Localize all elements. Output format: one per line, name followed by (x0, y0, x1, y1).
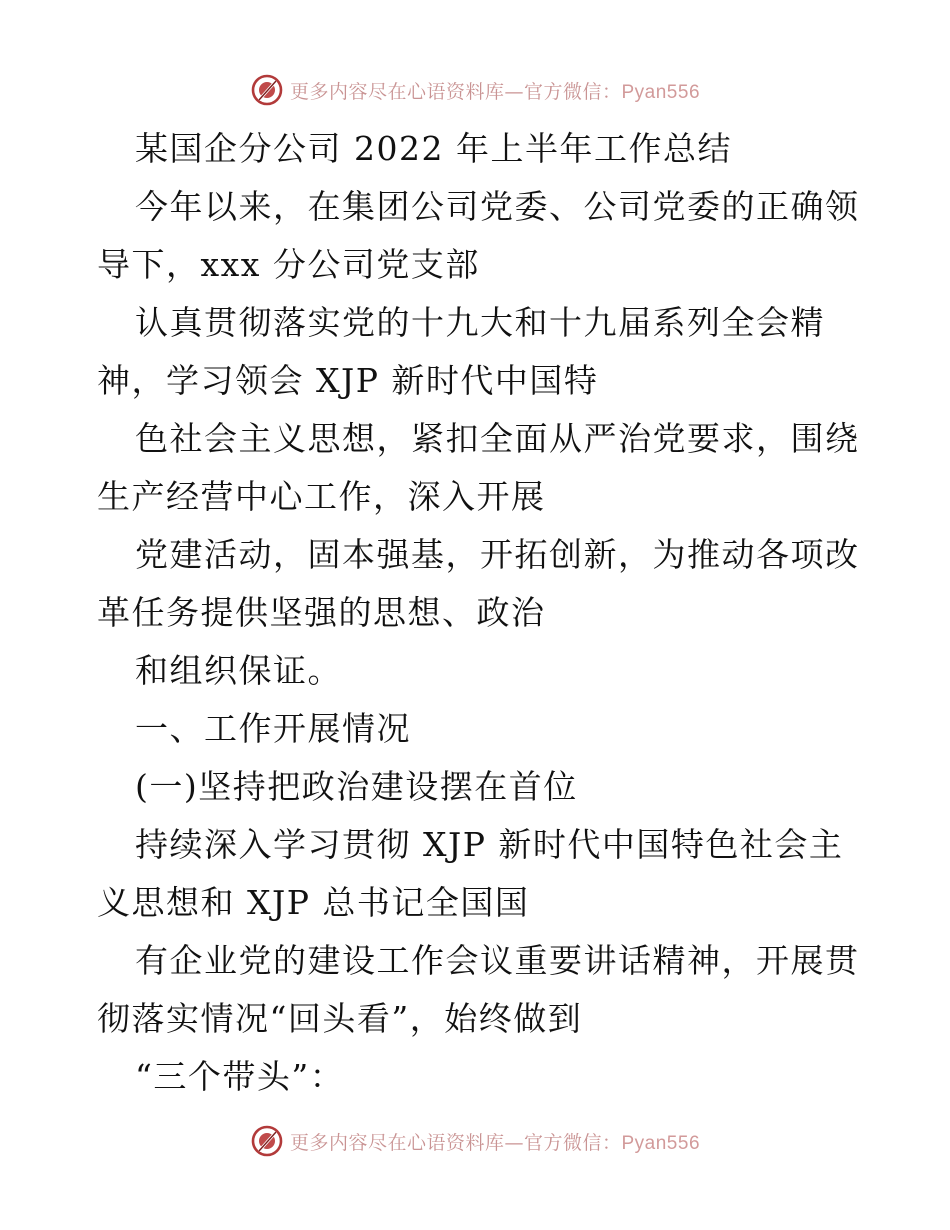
watermark-brand: 更多内容尽在心语资料库 (289, 80, 505, 103)
watermark-suffix: 官方微信： (523, 1131, 622, 1154)
paragraph-line: 色社会主义思想，紧扣全面从严治党要求，围绕 (135, 419, 860, 458)
paragraph-line: 今年以来，在集团公司党委、公司党委的正确领 (135, 187, 860, 226)
paragraph-line: 持续深入学习贯彻 XJP 新时代中国特色社会主 (135, 825, 844, 864)
watermark-suffix: 官方微信： (523, 80, 622, 103)
watermark-brand: 更多内容尽在心语资料库 (289, 1131, 505, 1154)
watermark-separator: — (504, 80, 524, 103)
paragraph-line: “三个带头”： (135, 1057, 345, 1096)
watermark-footer (0, 1121, 950, 1161)
watermark-wechat-id: Pyan556 (621, 81, 701, 103)
paragraph-line: 彻落实情况“回头看”，始终做到 (97, 999, 583, 1038)
paragraph-line: 革任务提供坚强的思想、政治 (97, 593, 546, 632)
paragraph-line: 某国企分公司 2022 年上半年工作总结 (135, 129, 732, 168)
paragraph-line: 导下，xxx 分公司党支部 (97, 245, 480, 284)
paragraph-line: 和组织保证。 (135, 651, 342, 690)
seal-logo-icon (250, 1124, 284, 1158)
paragraph-line: 神，学习领会 XJP 新时代中国特 (97, 361, 599, 400)
document-body (97, 120, 867, 1106)
paragraph-line: 党建活动，固本强基，开拓创新，为推动各项改 (135, 535, 860, 574)
paragraph-line: 有企业党的建设工作会议重要讲话精神，开展贯 (135, 941, 860, 980)
paragraph-line: 义思想和 XJP 总书记全国国 (97, 883, 530, 922)
paragraph-line: 生产经营中心工作，深入开展 (97, 477, 546, 516)
watermark-separator: — (504, 1131, 524, 1154)
watermark-header (0, 70, 950, 110)
seal-logo-icon (250, 73, 284, 107)
paragraph-line: 认真贯彻落实党的十九大和十九届系列全会精 (135, 303, 825, 342)
watermark-wechat-id: Pyan556 (621, 1132, 701, 1154)
paragraph-line: 一、工作开展情况 (135, 709, 411, 748)
paragraph-line: (一)坚持把政治建设摆在首位 (135, 767, 578, 806)
